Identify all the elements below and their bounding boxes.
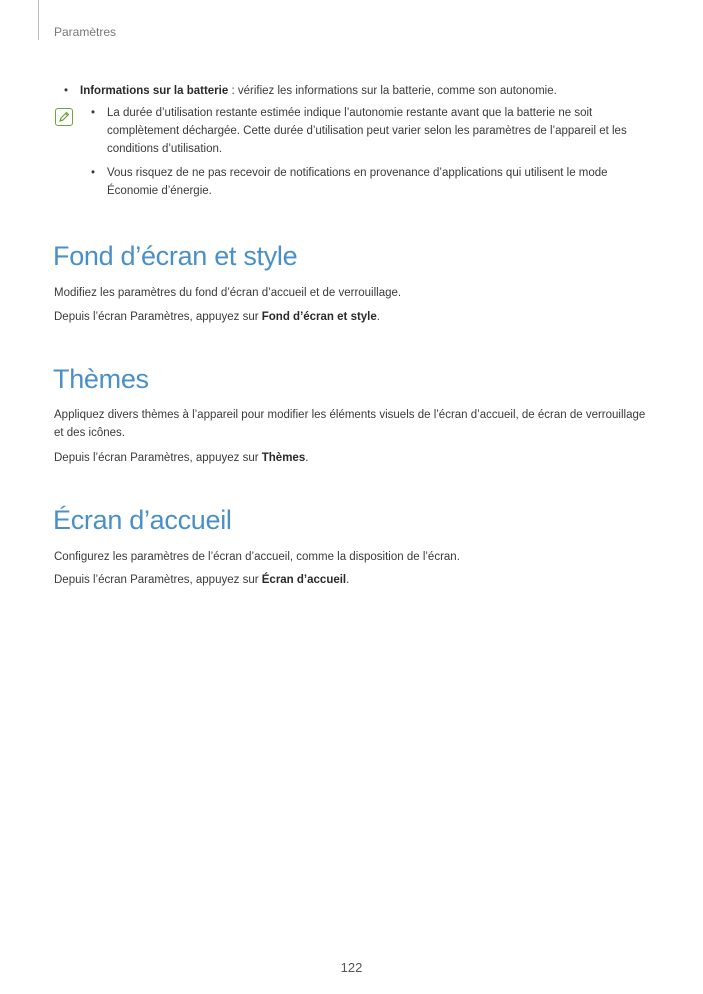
section-path: [54, 571, 654, 589]
note-text: La durée d’utilisation restante estimée indique l’autonomie restante avant que la batterie ne soit complètement déchargée. Cette durée d’utilisation peut varier selon les paramètres de l’appareil et les conditions d’utilisation.: [107, 107, 627, 155]
bullet-dot: •: [91, 167, 96, 179]
path-target: Écran d’accueil: [261, 574, 347, 586]
note-pencil-icon: [55, 108, 73, 126]
section-path: [54, 449, 654, 467]
section-path: [54, 308, 654, 326]
section-description: Modifiez les paramètres du fond d’écran d’accueil et de verrouillage.: [54, 287, 402, 299]
battery-info-label: Informations sur la batterie: [80, 85, 229, 97]
header-rule: [38, 0, 39, 40]
section-title-themes: Thèmes: [53, 364, 149, 394]
header-title: Paramètres: [54, 25, 117, 39]
section-description: Configurez les paramètres de l’écran d’accueil, comme la disposition de l’écran.: [54, 551, 460, 563]
bullet-dot: •: [91, 107, 96, 119]
path-target: Fond d’écran et style: [261, 311, 377, 323]
section-title-home-screen: Écran d’accueil: [53, 505, 232, 535]
note-item: [91, 164, 656, 200]
path-prefix: Depuis l’écran Paramètres, appuyez sur: [54, 311, 262, 323]
path-target: Thèmes: [261, 452, 306, 464]
battery-info-bullet: [64, 82, 664, 100]
path-prefix: Depuis l’écran Paramètres, appuyez sur: [54, 574, 262, 586]
page-number: 122: [340, 960, 363, 975]
section-title-wallpaper: Fond d’écran et style: [53, 241, 298, 271]
section-description: Appliquez divers thèmes à l’appareil pour modifier les éléments visuels de l’écran d’accueil, de écran de verrouillage et des icônes.: [54, 409, 646, 439]
note-item: [91, 104, 656, 158]
path-prefix: Depuis l’écran Paramètres, appuyez sur: [54, 452, 262, 464]
battery-info-description: : vérifiez les informations sur la batterie, comme son autonomie.: [228, 85, 557, 97]
path-suffix: .: [305, 452, 309, 464]
path-suffix: .: [346, 574, 350, 586]
battery-info-text: [80, 82, 664, 100]
note-text: Vous risquez de ne pas recevoir de notifications en provenance d’applications qui utilisent le mode Économie d’énergie.: [107, 167, 608, 197]
path-suffix: .: [376, 311, 380, 323]
bullet-dot: •: [64, 85, 69, 97]
